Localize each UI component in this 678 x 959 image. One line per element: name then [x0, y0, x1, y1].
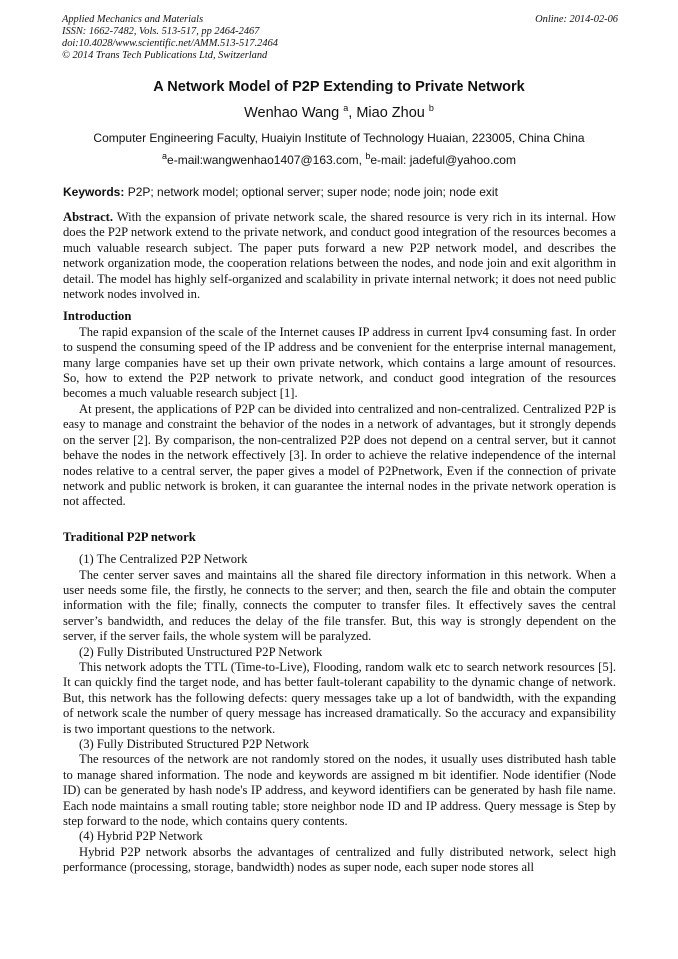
author-2: Miao Zhou [356, 104, 425, 121]
author-1: Wenhao Wang [244, 104, 340, 121]
email-line [0, 151, 678, 167]
keywords-label: Keywords: [63, 185, 125, 199]
abstract [63, 210, 616, 302]
email-a-marker: a [162, 151, 168, 161]
abstract-text: With the expansion of private network scale, the shared resource is very rich in its internal. How does the P2P network extend to the private network, and conduct good integration of the resources becomes a much valuable research subject. The paper puts forward a new P2P network model, and describes the network organization mode, the cooperation relations between the nodes, and node join and exit algorithm in detail. The model has highly self-organized and scalability in private internal network; it does not need public network nodes involved in. [63, 210, 616, 302]
abstract-label: Abstract. [63, 210, 114, 224]
paper-title: A Network Model of P2P Extending to Private Network [153, 79, 525, 95]
paragraph: The rapid expansion of the scale of the Internet causes IP address in current Ipv4 consuming fast. In order to suspend the consuming speed of the IP address and be convenient for the enterprise internal management, many large companies have set up their own private network, which contains a large amount of resources. So, how to extend the P2P network to private network, and conduct good integration of the resources becomes a much valuable research subject [1]. [63, 324, 616, 401]
author-line [0, 103, 678, 121]
section-heading-introduction: Introduction [63, 309, 132, 324]
affiliation: Computer Engineering Faculty, Huaiyin Institute of Technology Huaian, 223005, China China [93, 131, 585, 145]
section-heading-traditional: Traditional P2P network [63, 529, 196, 544]
paragraph: The center server saves and maintains all the shared file directory information in this network. When a user needs some file, the firstly, he connects to the server; and then, search the file and obtain the computer information with the file; finally, connects the computer to transfer files. It effectively saves the central server’s bandwidth, and reduces the delay of the file transfer. But, this way is strongly dependent on the server, if the server fails, the whole system will be paralyzed. [63, 567, 616, 644]
author-separator: , [348, 104, 357, 121]
subsection-title: (2) Fully Distributed Unstructured P2P Network [79, 644, 323, 659]
paper-body [63, 210, 616, 876]
keywords [63, 185, 616, 199]
keywords-text: P2P; network model; optional server; super node; node join; node exit [124, 185, 498, 199]
paragraph: Hybrid P2P network absorbs the advantages of centralized and fully distributed network, select high performance (processing, storage, bandwidth) nodes as super node, each super node stores all [63, 844, 616, 875]
subsection-title: (4) Hybrid P2P Network [79, 829, 203, 844]
journal-name: Applied Mechanics and Materials [62, 14, 204, 25]
paragraph: This network adopts the TTL (Time-to-Live), Flooding, random walk etc to search network resources [5]. It can quickly find the target node, and has better fault-tolerant capability to the dynamic change of network. But, this network has the following defects: query messages take up a lot of bandwidth, with the expanding of network scale the number of query message has increased dramatically. So the accuracy and expansibility is two important questions to the network. [63, 659, 616, 736]
subsection-title: (3) Fully Distributed Structured P2P Network [79, 737, 310, 751]
email-b: e-mail: jadeful@yahoo.com [370, 153, 516, 167]
online-date: Online: 2014-02-06 [535, 14, 618, 25]
copyright: © 2014 Trans Tech Publications Ltd, Switzerland [62, 50, 268, 61]
issn: ISSN: 1662-7482, Vols. 513-517, pp 2464-2467 [62, 26, 260, 37]
subsection-title: (1) The Centralized P2P Network [79, 552, 248, 567]
email-b-marker: b [365, 151, 371, 161]
email-a: e-mail:wangwenhao1407@163.com, [167, 153, 366, 167]
paragraph: The resources of the network are not randomly stored on the nodes, it usually uses distributed hash table to manage shared information. The node and keywords are assigned m bit identifier. Node identifier (Node ID) can be generated by hash node's IP address, and keyword identifiers can be generated by hash file name. Each node maintains a small routing table; store neighbor node ID and IP address. Query message is Step by step forward to the node, which contains query contents. [63, 752, 616, 829]
doi: doi:10.4028/www.scientific.net/AMM.513-517.2464 [62, 38, 278, 49]
author-1-marker: a [343, 103, 349, 113]
paragraph: At present, the applications of P2P can be divided into centralized and non-centralized. Centralized P2P is easy to manage and constraint the behavior of the nodes in a network of advantages, but it strongly depends on the server [2]. By comparison, the non-centralized P2P does not depend on a central server, but it cannot behave the nodes in the network effectively [3]. In order to achieve the relative independence of the internal nodes relative to a central server, the paper gives a model of P2Pnetwork, Even if the connection of private network and public network is broken, it can guarantee the internal nodes in the private network operation is not affected. [63, 401, 616, 509]
running-header [62, 14, 618, 62]
author-2-marker: b [428, 103, 434, 113]
